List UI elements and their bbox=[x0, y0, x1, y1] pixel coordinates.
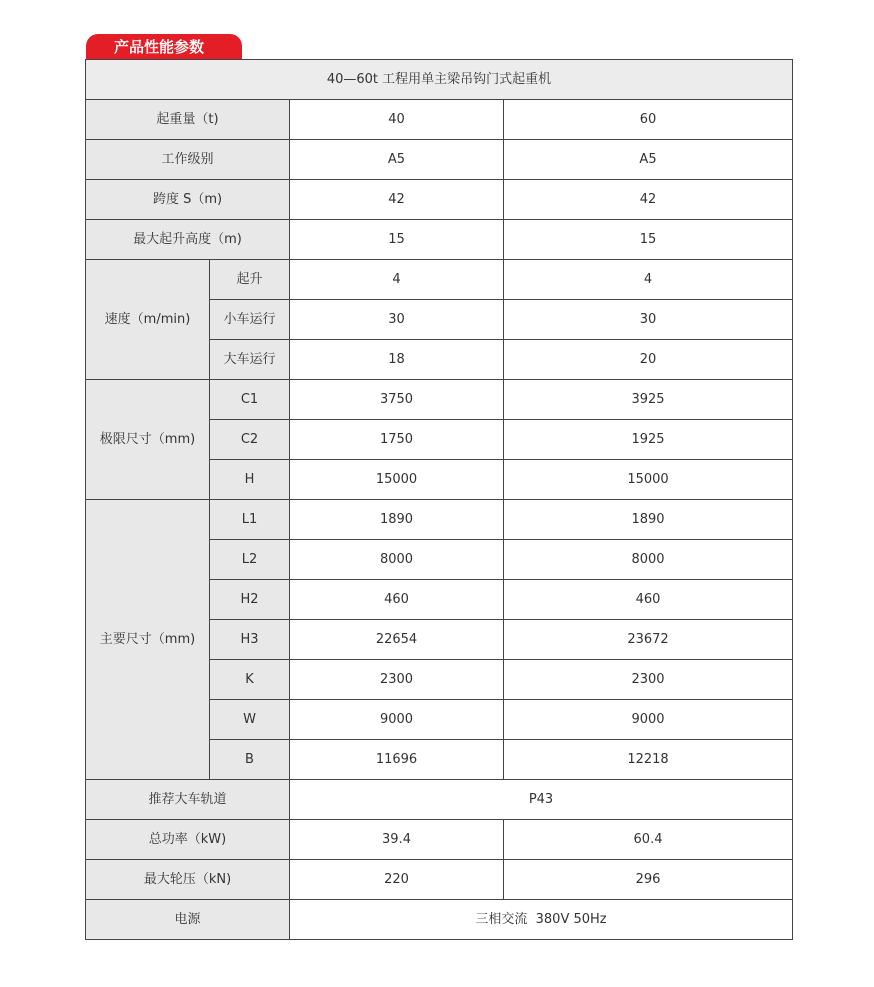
spec-table bbox=[85, 59, 793, 940]
value-cell: 60 bbox=[504, 100, 793, 140]
sub-label: 起升 bbox=[210, 260, 290, 300]
table-title-row bbox=[86, 60, 793, 100]
table-row bbox=[86, 220, 793, 260]
value-cell: P43 bbox=[290, 780, 793, 820]
sub-label: L1 bbox=[210, 500, 290, 540]
value-cell: 15 bbox=[290, 220, 504, 260]
sub-label: H3 bbox=[210, 620, 290, 660]
value-cell: 4 bbox=[504, 260, 793, 300]
value-cell: 4 bbox=[290, 260, 504, 300]
value-cell: 3925 bbox=[504, 380, 793, 420]
sub-label: L2 bbox=[210, 540, 290, 580]
value-cell: A5 bbox=[504, 140, 793, 180]
value-cell: 460 bbox=[504, 580, 793, 620]
table-row bbox=[86, 900, 793, 940]
sub-label: H bbox=[210, 460, 290, 500]
sub-label: H2 bbox=[210, 580, 290, 620]
row-label: 起重量（t) bbox=[86, 100, 290, 140]
value-cell: 60.4 bbox=[504, 820, 793, 860]
sub-label: B bbox=[210, 740, 290, 780]
row-label: 总功率（kW) bbox=[86, 820, 290, 860]
value-cell: 8000 bbox=[290, 540, 504, 580]
value-cell: 三相交流 380V 50Hz bbox=[290, 900, 793, 940]
value-cell: 1890 bbox=[504, 500, 793, 540]
group-label-limit: 极限尺寸（mm) bbox=[86, 380, 210, 500]
value-cell: 15000 bbox=[290, 460, 504, 500]
value-cell: 1750 bbox=[290, 420, 504, 460]
group-label-speed: 速度（m/min) bbox=[86, 260, 210, 380]
sub-label: K bbox=[210, 660, 290, 700]
value-cell: 12218 bbox=[504, 740, 793, 780]
value-cell: 9000 bbox=[290, 700, 504, 740]
value-cell: 18 bbox=[290, 340, 504, 380]
group-label-main: 主要尺寸（mm) bbox=[86, 500, 210, 780]
row-label: 最大轮压（kN) bbox=[86, 860, 290, 900]
row-label: 工作级别 bbox=[86, 140, 290, 180]
table-row bbox=[86, 140, 793, 180]
value-cell: 1890 bbox=[290, 500, 504, 540]
table-row bbox=[86, 860, 793, 900]
value-cell: 296 bbox=[504, 860, 793, 900]
value-cell: 22654 bbox=[290, 620, 504, 660]
value-cell: 40 bbox=[290, 100, 504, 140]
value-cell: 42 bbox=[290, 180, 504, 220]
sub-label: W bbox=[210, 700, 290, 740]
value-cell: 2300 bbox=[290, 660, 504, 700]
sub-label: C1 bbox=[210, 380, 290, 420]
value-cell: 15000 bbox=[504, 460, 793, 500]
value-cell: 39.4 bbox=[290, 820, 504, 860]
value-cell: A5 bbox=[290, 140, 504, 180]
value-cell: 30 bbox=[504, 300, 793, 340]
value-cell: 11696 bbox=[290, 740, 504, 780]
table-row bbox=[86, 780, 793, 820]
table-title: 40—60t 工程用单主梁吊钩门式起重机 bbox=[86, 60, 793, 100]
value-cell: 20 bbox=[504, 340, 793, 380]
table-row bbox=[86, 500, 793, 540]
table-row bbox=[86, 260, 793, 300]
table-row bbox=[86, 820, 793, 860]
value-cell: 30 bbox=[290, 300, 504, 340]
table-row bbox=[86, 380, 793, 420]
value-cell: 23672 bbox=[504, 620, 793, 660]
sub-label: 小车运行 bbox=[210, 300, 290, 340]
row-label: 跨度 S（m) bbox=[86, 180, 290, 220]
value-cell: 2300 bbox=[504, 660, 793, 700]
value-cell: 460 bbox=[290, 580, 504, 620]
section-tab: 产品性能参数 bbox=[86, 34, 242, 59]
row-label: 最大起升高度（m) bbox=[86, 220, 290, 260]
value-cell: 1925 bbox=[504, 420, 793, 460]
value-cell: 42 bbox=[504, 180, 793, 220]
row-label: 电源 bbox=[86, 900, 290, 940]
value-cell: 220 bbox=[290, 860, 504, 900]
value-cell: 8000 bbox=[504, 540, 793, 580]
value-cell: 9000 bbox=[504, 700, 793, 740]
table-row bbox=[86, 180, 793, 220]
sub-label: 大车运行 bbox=[210, 340, 290, 380]
table-row bbox=[86, 100, 793, 140]
value-cell: 15 bbox=[504, 220, 793, 260]
sub-label: C2 bbox=[210, 420, 290, 460]
value-cell: 3750 bbox=[290, 380, 504, 420]
row-label: 推荐大车轨道 bbox=[86, 780, 290, 820]
